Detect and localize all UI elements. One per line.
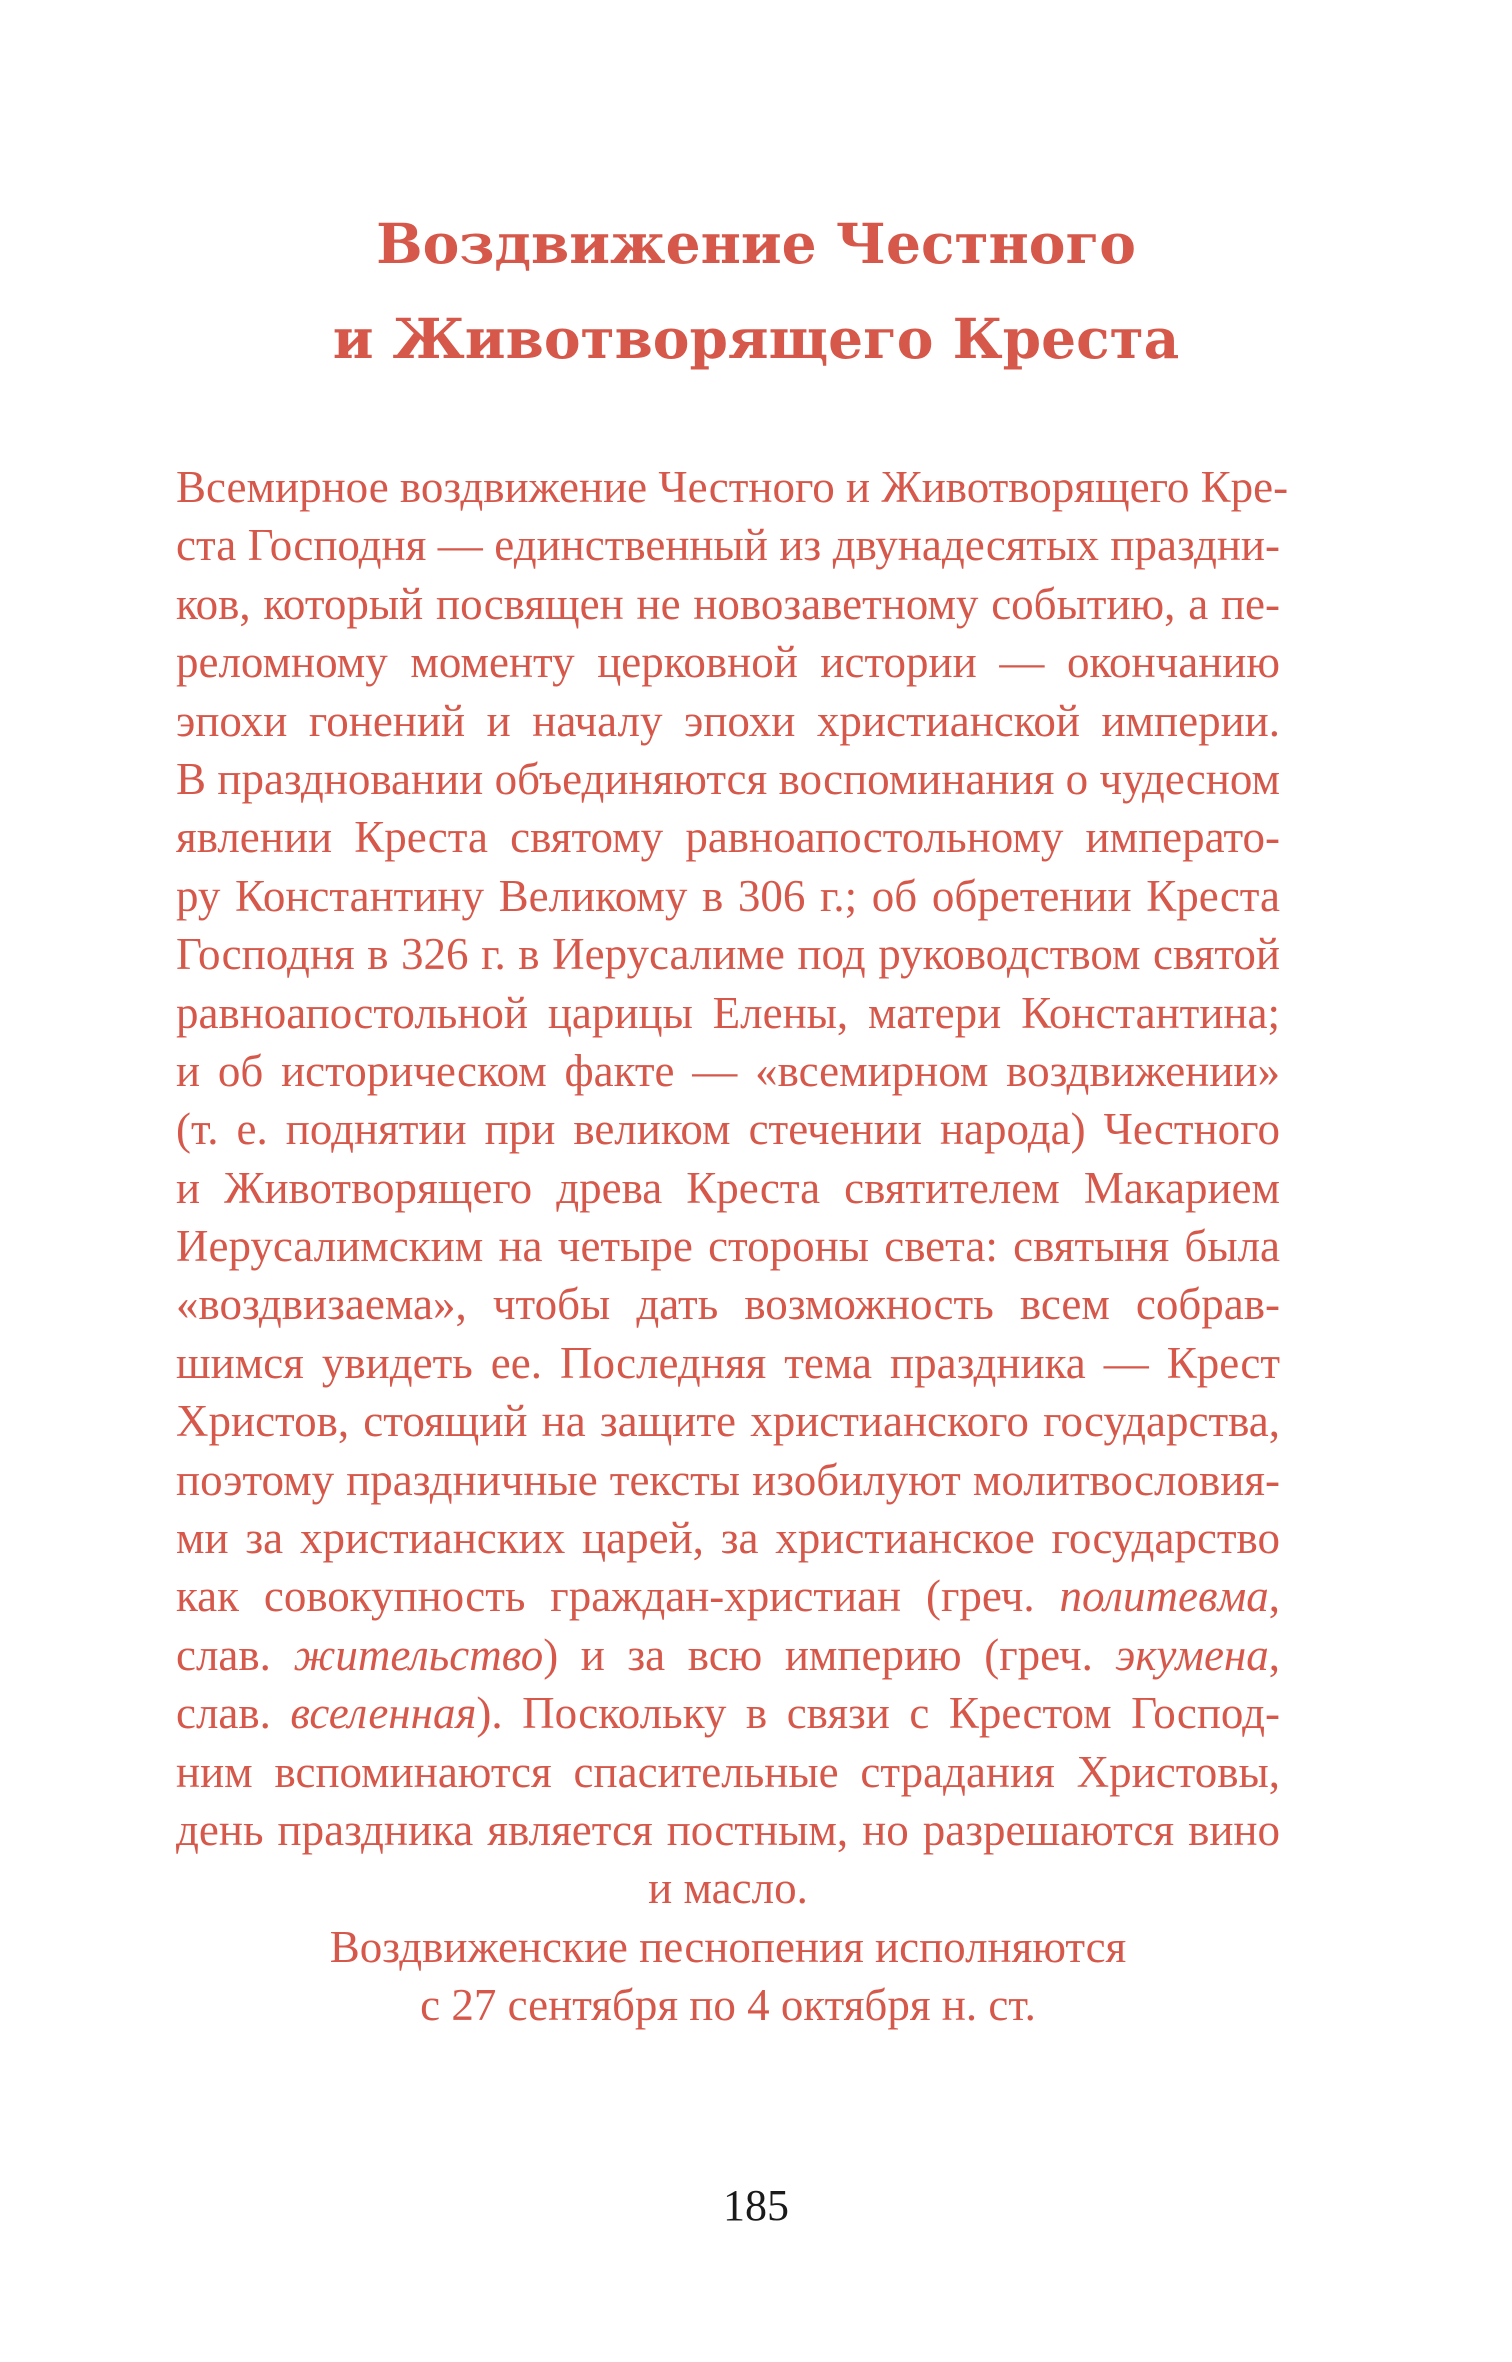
body-line: «воздвизаема», чтобы дать возможность всем собрав-: [176, 1279, 1280, 1330]
body-line: ста Господня — единственный из двунадесятых праздни-: [176, 520, 1280, 571]
body-text-run: как совокупность граждан-христиан (греч.: [176, 1571, 1060, 1622]
chapter-title-line-1: Воздвижение Честного: [376, 211, 1136, 276]
body-line: поэтому праздничные тексты изобилуют молитвословия-: [176, 1454, 1280, 1505]
body-line: (т. е. поднятии при великом стечении народа) Честного: [176, 1104, 1280, 1155]
page-number: 185: [723, 2181, 789, 2230]
italic-term: экумена: [1115, 1629, 1269, 1680]
body-line: [176, 1567, 1280, 1625]
italic-term: политевма: [1059, 1571, 1269, 1622]
body-text-run: ,: [1268, 1629, 1280, 1680]
body-line: Христов, стоящий на защите христианского государства,: [176, 1396, 1280, 1447]
body-text: [176, 458, 1289, 2035]
body-text-run: ). Поскольку в связи с Крестом Господ-: [476, 1688, 1280, 1739]
body-line: день праздника является постным, но разрешаются вино: [176, 1804, 1280, 1855]
body-text-run: слав.: [176, 1688, 291, 1739]
body-text-run: ,: [1268, 1571, 1280, 1622]
body-line: ми за христианских царей, за христианское государство: [176, 1513, 1280, 1564]
body-line: Всемирное воздвижение Честного и Животворящего Кре-: [176, 462, 1289, 512]
body-line: ков, который посвящен не новозаветному событию, а пе-: [176, 578, 1280, 629]
body-line: [176, 1684, 1280, 1742]
body-line: явлении Креста святому равноапостольному императо-: [176, 812, 1280, 863]
body-line: реломному моменту церковной истории — окончанию: [176, 637, 1280, 688]
body-line: В праздновании объединяются воспоминания о чудесном: [176, 753, 1280, 804]
body-line: и об историческом факте — «всемирном воздвижении»: [176, 1045, 1280, 1096]
note-line: Воздвиженские песнопения исполняются: [329, 1921, 1127, 1972]
note-line: с 27 сентября по 4 октября н. ст.: [420, 1980, 1036, 2031]
body-line-last: и масло.: [648, 1863, 808, 1914]
body-text-run: слав.: [176, 1629, 294, 1680]
body-line: Господня в 326 г. в Иерусалиме под руководством святой: [176, 929, 1280, 980]
body-line: ру Константину Великому в 306 г.; об обретении Креста: [176, 870, 1280, 921]
body-line: и Животворящего древа Креста святителем Макарием: [176, 1162, 1280, 1213]
body-line: [176, 1626, 1280, 1684]
body-line: эпохи гонений и началу эпохи христианской империи.: [176, 695, 1280, 746]
body-line: Иерусалимским на четыре стороны света: святыня была: [176, 1221, 1280, 1272]
italic-term: вселенная: [290, 1688, 477, 1739]
chapter-title-line-2: и Животворящего Креста: [332, 306, 1180, 371]
chapter-title: [0, 196, 1512, 386]
italic-term: жительство: [293, 1629, 544, 1680]
body-line: ним вспоминаются спасительные страдания Христовы,: [176, 1746, 1280, 1797]
body-line: равноапостольной царицы Елены, матери Константина;: [176, 987, 1280, 1038]
body-text-run: ) и за всю империю (греч.: [543, 1629, 1116, 1680]
body-line: шимся увидеть ее. Последняя тема праздника — Крест: [176, 1337, 1280, 1388]
